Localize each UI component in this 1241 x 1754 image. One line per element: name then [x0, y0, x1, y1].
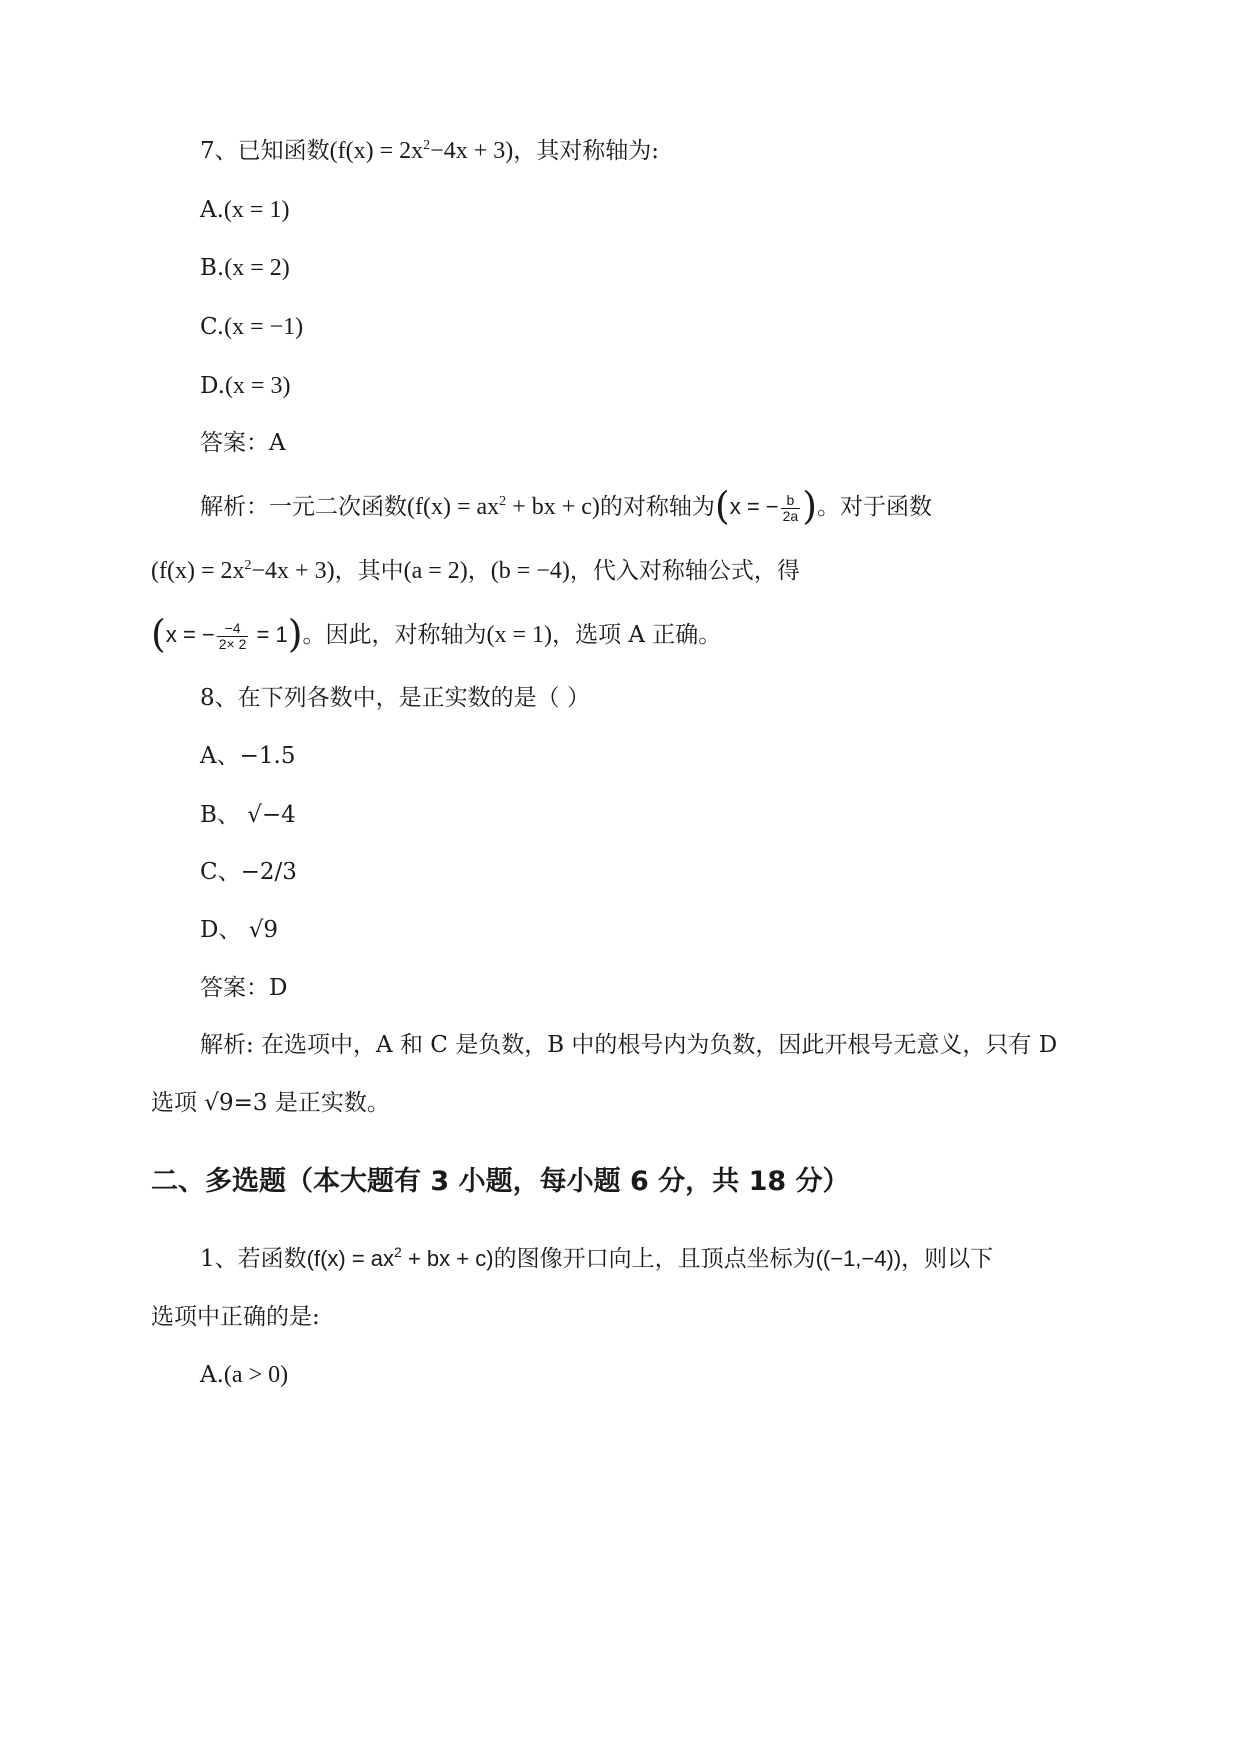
question-text: 1、若函数: [200, 1246, 307, 1272]
left-paren: (: [151, 612, 166, 656]
formula: (b = −4): [490, 558, 570, 584]
separator: ，: [467, 558, 491, 584]
question-text: 的图像开口向上，且顶点坐标为: [493, 1246, 816, 1272]
q7-stem: [200, 136, 659, 166]
q7-explanation-line3: [151, 612, 722, 656]
option-label: B.: [200, 255, 225, 281]
option-label: A.: [200, 197, 224, 223]
section-heading: 二、多选题（本大题有 3 小题，每小题 6 分，共 18 分）: [151, 1166, 850, 1197]
option-value: (x = −1): [224, 314, 304, 340]
right-paren: ): [287, 612, 303, 656]
formula: = 1: [250, 622, 288, 647]
q7-option-c: [200, 312, 303, 342]
formula: $(f(x) = 2x^2-4x + 3)$: [151, 558, 335, 584]
formula: (x = 1): [486, 622, 553, 648]
mq1-option-a: [200, 1360, 288, 1390]
q8-option-b: B、 √−4: [200, 802, 296, 828]
mq1-stem-line2: 选项中正确的是:: [151, 1304, 320, 1330]
formula: (a = 2): [403, 558, 468, 584]
right-paren: ): [802, 484, 818, 528]
formula: ($f(x) = ax^2$ + bx + c): [306, 1244, 494, 1271]
formula: x = −: [165, 622, 215, 647]
q7-stem-suffix: ，其对称轴为:: [513, 138, 659, 164]
option-label: C.: [200, 314, 225, 340]
mq1-stem-line1: [200, 1244, 993, 1274]
fraction: $\frac{-4}{2\times 2}$: [218, 619, 247, 652]
q7-explanation-line2: [151, 556, 800, 586]
formula: ($f(x) = ax^2$ + bx + c): [407, 494, 600, 520]
option-label: D.: [200, 373, 225, 399]
explanation-text: ，代入对称轴公式，得: [569, 558, 800, 584]
formula: ((−1,−4)): [815, 1246, 902, 1271]
q8-stem: 8、在下列各数中，是正实数的是（ ）: [200, 685, 590, 711]
fraction: $\frac{b}{2a}$: [782, 491, 799, 524]
explanation-text: ，选项 A 正确。: [552, 622, 722, 648]
q8-option-a: A、−1.5: [200, 743, 296, 769]
explanation-text: 解析：一元二次函数: [200, 494, 407, 520]
option-label: A.: [200, 1362, 224, 1388]
q7-stem-prefix: 7、已知函数: [200, 138, 330, 164]
explanation-text: ，其中: [334, 558, 404, 584]
option-value: (x = 1): [223, 197, 290, 223]
q8-option-c: C、−2/3: [200, 859, 297, 885]
q8-answer: 答案：D: [200, 975, 288, 1001]
q8-option-d: D、 √9: [200, 917, 279, 943]
q7-stem-formula: $(f(x) = 2x^2-4x + 3)$: [329, 138, 514, 164]
left-paren: (: [714, 484, 730, 528]
q7-option-d: [200, 371, 290, 401]
explanation-text: 。对于函数: [817, 494, 933, 520]
option-value: (x = 3): [224, 373, 291, 399]
q7-answer: 答案：A: [200, 430, 286, 456]
q8-explanation-line2: 选项 √9=3 是正实数。: [151, 1090, 390, 1116]
formula: x = −: [729, 494, 779, 519]
explanation-text: 的对称轴为: [599, 494, 715, 520]
q7-explanation-line1: [200, 484, 933, 528]
q8-explanation-line1: 解析: 在选项中，A 和 C 是负数，B 中的根号内为负数，因此开根号无意义，只有 D: [200, 1032, 1058, 1058]
option-value: (a > 0): [223, 1362, 289, 1388]
option-value: (x = 2): [224, 255, 290, 281]
explanation-text: 。因此，对称轴为: [302, 622, 487, 648]
q7-option-b: [200, 253, 290, 283]
question-text: ，则以下: [901, 1246, 994, 1272]
q7-option-a: [200, 195, 289, 225]
